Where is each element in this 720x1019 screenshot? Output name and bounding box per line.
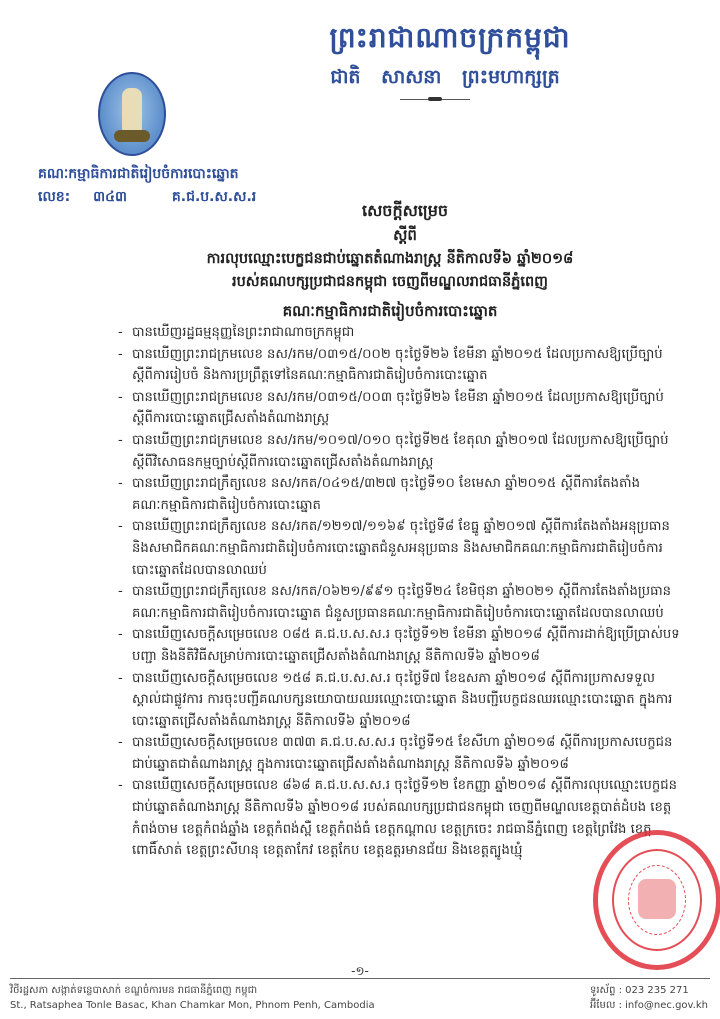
emblem-base-icon (114, 130, 150, 142)
footer-contact (590, 983, 708, 1013)
list-item: - បានឃើញព្រះរាជក្រមលេខ នស/រកម/០៣១៥/០០៣ ចុះថ្ងៃទី២៦ ខែមីនា ឆ្នាំ២០១៥ ដែលប្រកាសឱ្យប្រើច្បាប់ស្ដីពីការបោះឆ្នោតជ្រើសតាំងតំណាងរាស្ត្រ (118, 387, 682, 430)
list-item: - បានឃើញព្រះរាជក្រមលេខ នស/រកម/០៣១៥/០០២ ចុះថ្ងៃទី២៦ ខែមីនា ឆ្នាំ២០១៥ ដែលប្រកាសឱ្យប្រើច្បាប់ស្ដីពីការរៀបចំ និងការប្រព្រឹត្តទៅនៃគណៈកម្មាធិការជាតិរៀបចំការបោះឆ្នោត (118, 344, 682, 387)
title-decision: សេចក្ដីសម្រេច (361, 201, 448, 220)
ref-label: លេខ: (38, 189, 71, 205)
list-item: - បានឃើញសេចក្ដីសម្រេចលេខ ៣៧៣ គ.ជ.ប.ស.ស.រ ចុះថ្ងៃទី១៥ ខែសីហា ឆ្នាំ២០១៨ ស្ដីពីការប្រកាសបេក្ខជនជាប់ឆ្នោតជាតំណាងរាស្ត្រ ក្នុងការបោះឆ្នោតជ្រើសតាំងតំណាងរាស្ត្រ នីតិកាលទី៦ ឆ្នាំ២០១៨ (118, 732, 682, 775)
title-issuer: គណៈកម្មាធិការជាតិរៀបចំការបោះឆ្នោត (282, 302, 498, 320)
official-seal-stamp (593, 830, 720, 970)
list-item: - បានឃើញព្រះរាជក្រឹត្យលេខ នស/រកត/០៤១៥/៣២៧ ចុះថ្ងៃទី១០ ខែមេសា ឆ្នាំ២០១៥ ស្ដីពីការតែងតាំងគណៈកម្មាធិការជាតិរៀបចំការបោះឆ្នោត (118, 473, 682, 516)
organization-name: គណៈកម្មាធិការជាតិរៀបចំការបោះឆ្នោត (38, 166, 239, 182)
title-subject-2: របស់គណបក្សប្រជាជនកម្ពុជា ចេញពីមណ្ឌលរាជធានីភ្នំពេញ (231, 274, 548, 290)
list-item: - បានឃើញព្រះរាជក្រឹត្យលេខ នស/រកត/០៦២១/៩៩១ ចុះថ្ងៃទី២៤ ខែមិថុនា ឆ្នាំ២០២១ ស្ដីពីការតែងតាំងប្រធានគណៈកម្មាធិការជាតិរៀបចំការបោះឆ្នោត ជំនួសប្រធានគណៈកម្មាធិការជាតិរៀបចំការបោះឆ្នោតដែលបានលាឈប់ (118, 581, 682, 624)
seal-emblem-icon (638, 879, 676, 919)
recitals-list (118, 322, 682, 862)
list-item: - បានឃើញរដ្ឋធម្មនុញ្ញនៃព្រះរាជាណាចក្រកម្ពុជា (118, 322, 682, 344)
list-item: - បានឃើញព្រះរាជក្រមលេខ នស/រកម/១០១៧/០១០ ចុះថ្ងៃទី២៥ ខែតុលា ឆ្នាំ២០១៧ ដែលប្រកាសឱ្យប្រើច្បាប់ស្ដីពីវិសោធនកម្មច្បាប់ស្ដីពីការបោះឆ្នោតជ្រើសតាំងតំណាងរាស្ត្រ (118, 430, 682, 473)
title-subject-1: ការលុបឈ្មោះបេក្ខជនជាប់ឆ្នោតតំណាងរាស្ត្រ នីតិកាលទី៦ ឆ្នាំ២០១៨ (206, 251, 574, 267)
ref-code: គ.ជ.ប.ស.ស.រ (171, 189, 257, 205)
list-item: - បានឃើញព្រះរាជក្រឹត្យលេខ នស/រកត/១២១៧/១១៦៩ ចុះថ្ងៃទី៨ ខែធ្នូ ឆ្នាំ២០១៧ ស្ដីពីការតែងតាំងអនុប្រធាន និងសមាជិកគណៈកម្មាធិការជាតិរៀបចំការបោះឆ្នោតជំនួសអនុប្រធាន និងសមាជិកគណៈកម្មាធិការជាតិរៀបចំការបោះឆ្នោតដែលបានលាឈប់ (118, 516, 682, 581)
list-item: - បានឃើញសេចក្ដីសម្រេចលេខ ០៨៥ គ.ជ.ប.ស.ស.រ ចុះថ្ងៃទី១២ ខែមីនា ឆ្នាំ២០១៨ ស្ដីពីការដាក់ឱ្យប្រើប្រាស់បទបញ្ជា និងនីតិវិធីសម្រាប់ការបោះឆ្នោតជ្រើសតាំងតំណាងរាស្ត្រ នីតិកាលទី៦ ឆ្នាំ២០១៨ (118, 624, 682, 667)
ornament-divider (400, 99, 470, 100)
list-item: - បានឃើញសេចក្ដីសម្រេចលេខ ១៥៨ គ.ជ.ប.ស.ស.រ ចុះថ្ងៃទី៧ ខែឧសភា ឆ្នាំ២០១៨ ស្ដីពីការប្រកាសទទួលស្គាល់ជាផ្លូវការ ការចុះបញ្ជីគណបក្សនយោបាយឈរឈ្មោះបោះឆ្នោត និងបញ្ជីបេក្ខជនឈរឈ្មោះបោះឆ្នោត ក្នុងការបោះឆ្នោតជ្រើសតាំងតំណាងរាស្ត្រ នីតិកាលទី៦ ឆ្នាំ២០១៨ (118, 668, 682, 733)
emblem-figure-icon (122, 88, 142, 132)
kingdom-title: ព្រះរាជាណាចក្រកម្ពុជា (329, 21, 571, 54)
title-on: ស្ដីពី (393, 226, 417, 244)
national-motto: ជាតិ សាសនា ព្រះមហាក្សត្រ (330, 66, 560, 88)
nec-emblem-logo (98, 72, 166, 156)
decision-title (100, 200, 680, 324)
list-item: - បានឃើញសេចក្ដីសម្រេចលេខ ៨៦៨ គ.ជ.ប.ស.ស.រ ចុះថ្ងៃទី១២ ខែកញ្ញា ឆ្នាំ២០១៨ ស្ដីពីការលុបឈ្មោះបេក្ខជនជាប់ឆ្នោតតំណាងរាស្ត្រ នីតិកាលទី៦ ឆ្នាំ២០១៨ របស់គណបក្សប្រជាជនកម្ពុជា ចេញពីមណ្ឌលខេត្តបាត់ដំបង ខេត្តកំពង់ចាម ខេត្តកំពង់ឆ្នាំង ខេត្តកំពង់ស្ពឺ ខេត្តកំពង់ធំ ខេត្តកណ្ដាល ខេត្តក្រចេះ រាជធានីភ្នំពេញ ខេត្តព្រៃវែង ខេត្តពោធិ៍សាត់ ខេត្តព្រះសីហនុ ខេត្តតាកែវ ខេត្តកែប ខេត្តឧត្តរមានជ័យ និងខេត្តត្បូងឃ្មុំ (118, 775, 682, 861)
ref-number: ៣៤៣ (93, 189, 127, 205)
footer-address (10, 983, 375, 1013)
email-address: អ៊ីមែល : info@nec.gov.kh (590, 1000, 708, 1011)
footer-divider (10, 978, 710, 979)
address-khmer: វិថីរដ្ឋសភា សង្កាត់ទន្លេបាសាក់ ខណ្ឌចំការមន រាជធានីភ្នំពេញ កម្ពុជា (10, 985, 258, 996)
page-number: -១- (351, 964, 369, 978)
address-english: St., Ratsaphea Tonle Basac, Khan Chamkar Mon, Phnom Penh, Cambodia (10, 1000, 375, 1011)
phone-number: ទូរស័ព្ទ : 023 235 271 (590, 985, 689, 996)
